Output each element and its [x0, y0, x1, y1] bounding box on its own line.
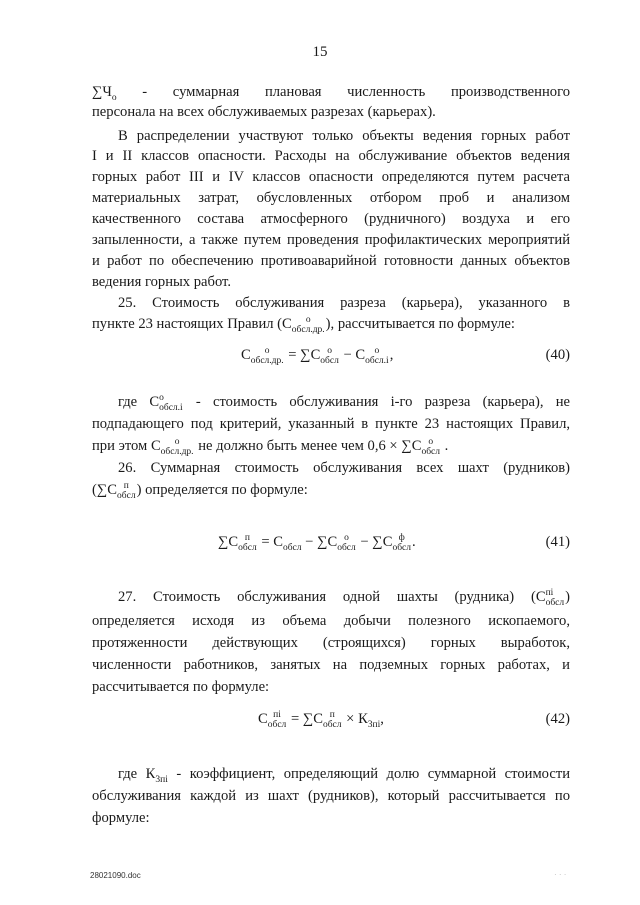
- formula-42-number: (42): [545, 711, 570, 727]
- where40-line-3: при этом С о обсл.др. не должно быть менее чем 0,6 × ∑С о обсл .: [92, 436, 449, 457]
- sum-ch-symbol: $\sum Ч_о$: [92, 84, 117, 103]
- formula-40-expression: С о обсл.др. = ∑С о обсл − С о обсл.i ,: [241, 345, 394, 366]
- footer-filename: 28021090.doc: [90, 871, 141, 880]
- where40-line-2: подпадающего под критерий, указанный в пункте 23 настоящих Правил,: [92, 416, 570, 432]
- item27-line-4: численности работников, занятых на подземных горных работах, и: [92, 657, 570, 673]
- footer-mark: · · ·: [554, 870, 567, 879]
- where40-line-1: где С о обсл.i - стоимость обслуживания i-го разреза (карьера), не: [118, 392, 570, 413]
- item27-line-5: рассчитывается по формуле:: [92, 679, 270, 695]
- sum-definition-text: - суммарная плановая численность производственного: [142, 84, 570, 100]
- distribution-line-7: и работ по обеспечению противоаварийной готовности данных объектов: [92, 253, 570, 269]
- distribution-line-2: I и II классов опасности. Расходы на обслуживание объектов ведения: [92, 148, 570, 164]
- item27-line-3: протяженности действующих (строящихся) горных выработок,: [92, 635, 570, 651]
- item26-line-1: 26. Суммарная стоимость обслуживания всех шахт (рудников): [118, 460, 570, 476]
- distribution-line-3: горных работ III и IV классов опасности определяются путем расчета: [92, 169, 570, 185]
- formula-42-expression: С пi обсл = ∑С п обсл × $К_{3пi}$,: [258, 709, 384, 730]
- where42-line-1: где $К_{3пi}$ - коэффициент, определяющий долю суммарной стоимости: [118, 766, 571, 785]
- formula-41-number: (41): [545, 534, 570, 550]
- item27-line-1: 27. Стоимость обслуживания одной шахты (рудника) (С пi обсл ): [118, 587, 570, 608]
- distribution-line-8: ведения горных работ.: [92, 274, 231, 290]
- distribution-line-4: материальных затрат, обусловленных отбором проб и анализом: [92, 190, 570, 206]
- item25-line-1: 25. Стоимость обслуживания разреза (карьера), указанного в: [118, 295, 570, 311]
- distribution-line-6: запыленности, а также путем проведения профилактических мероприятий: [92, 232, 570, 248]
- formula-41-expression: ∑С п обсл = $С_{обсл} - \sum С$ о обсл − ∑С ф обсл .: [218, 532, 416, 553]
- formula-40-number: (40): [545, 347, 570, 363]
- distribution-line-5: качественного состава атмосферного (рудничного) воздуха и его: [92, 211, 570, 227]
- sum-definition-line-2: персонала на всех обслуживаемых разрезах (карьерах).: [92, 104, 436, 120]
- item26-line-2: (∑С п обсл ) определяется по формуле:: [92, 480, 308, 501]
- page-number: 15: [312, 44, 328, 60]
- distribution-line-1: В распределении участвуют только объекты ведения горных работ: [118, 128, 570, 144]
- item25-line-2: пункте 23 настоящих Правил (С о обсл.др. ), рассчитывается по формуле:: [92, 314, 515, 335]
- where42-line-3: формуле:: [92, 810, 150, 826]
- where42-line-2: обслуживания каждой из шахт (рудников), который рассчитывается по: [92, 788, 570, 804]
- item27-line-2: определяется исходя из объема добычи полезного ископаемого,: [92, 613, 570, 629]
